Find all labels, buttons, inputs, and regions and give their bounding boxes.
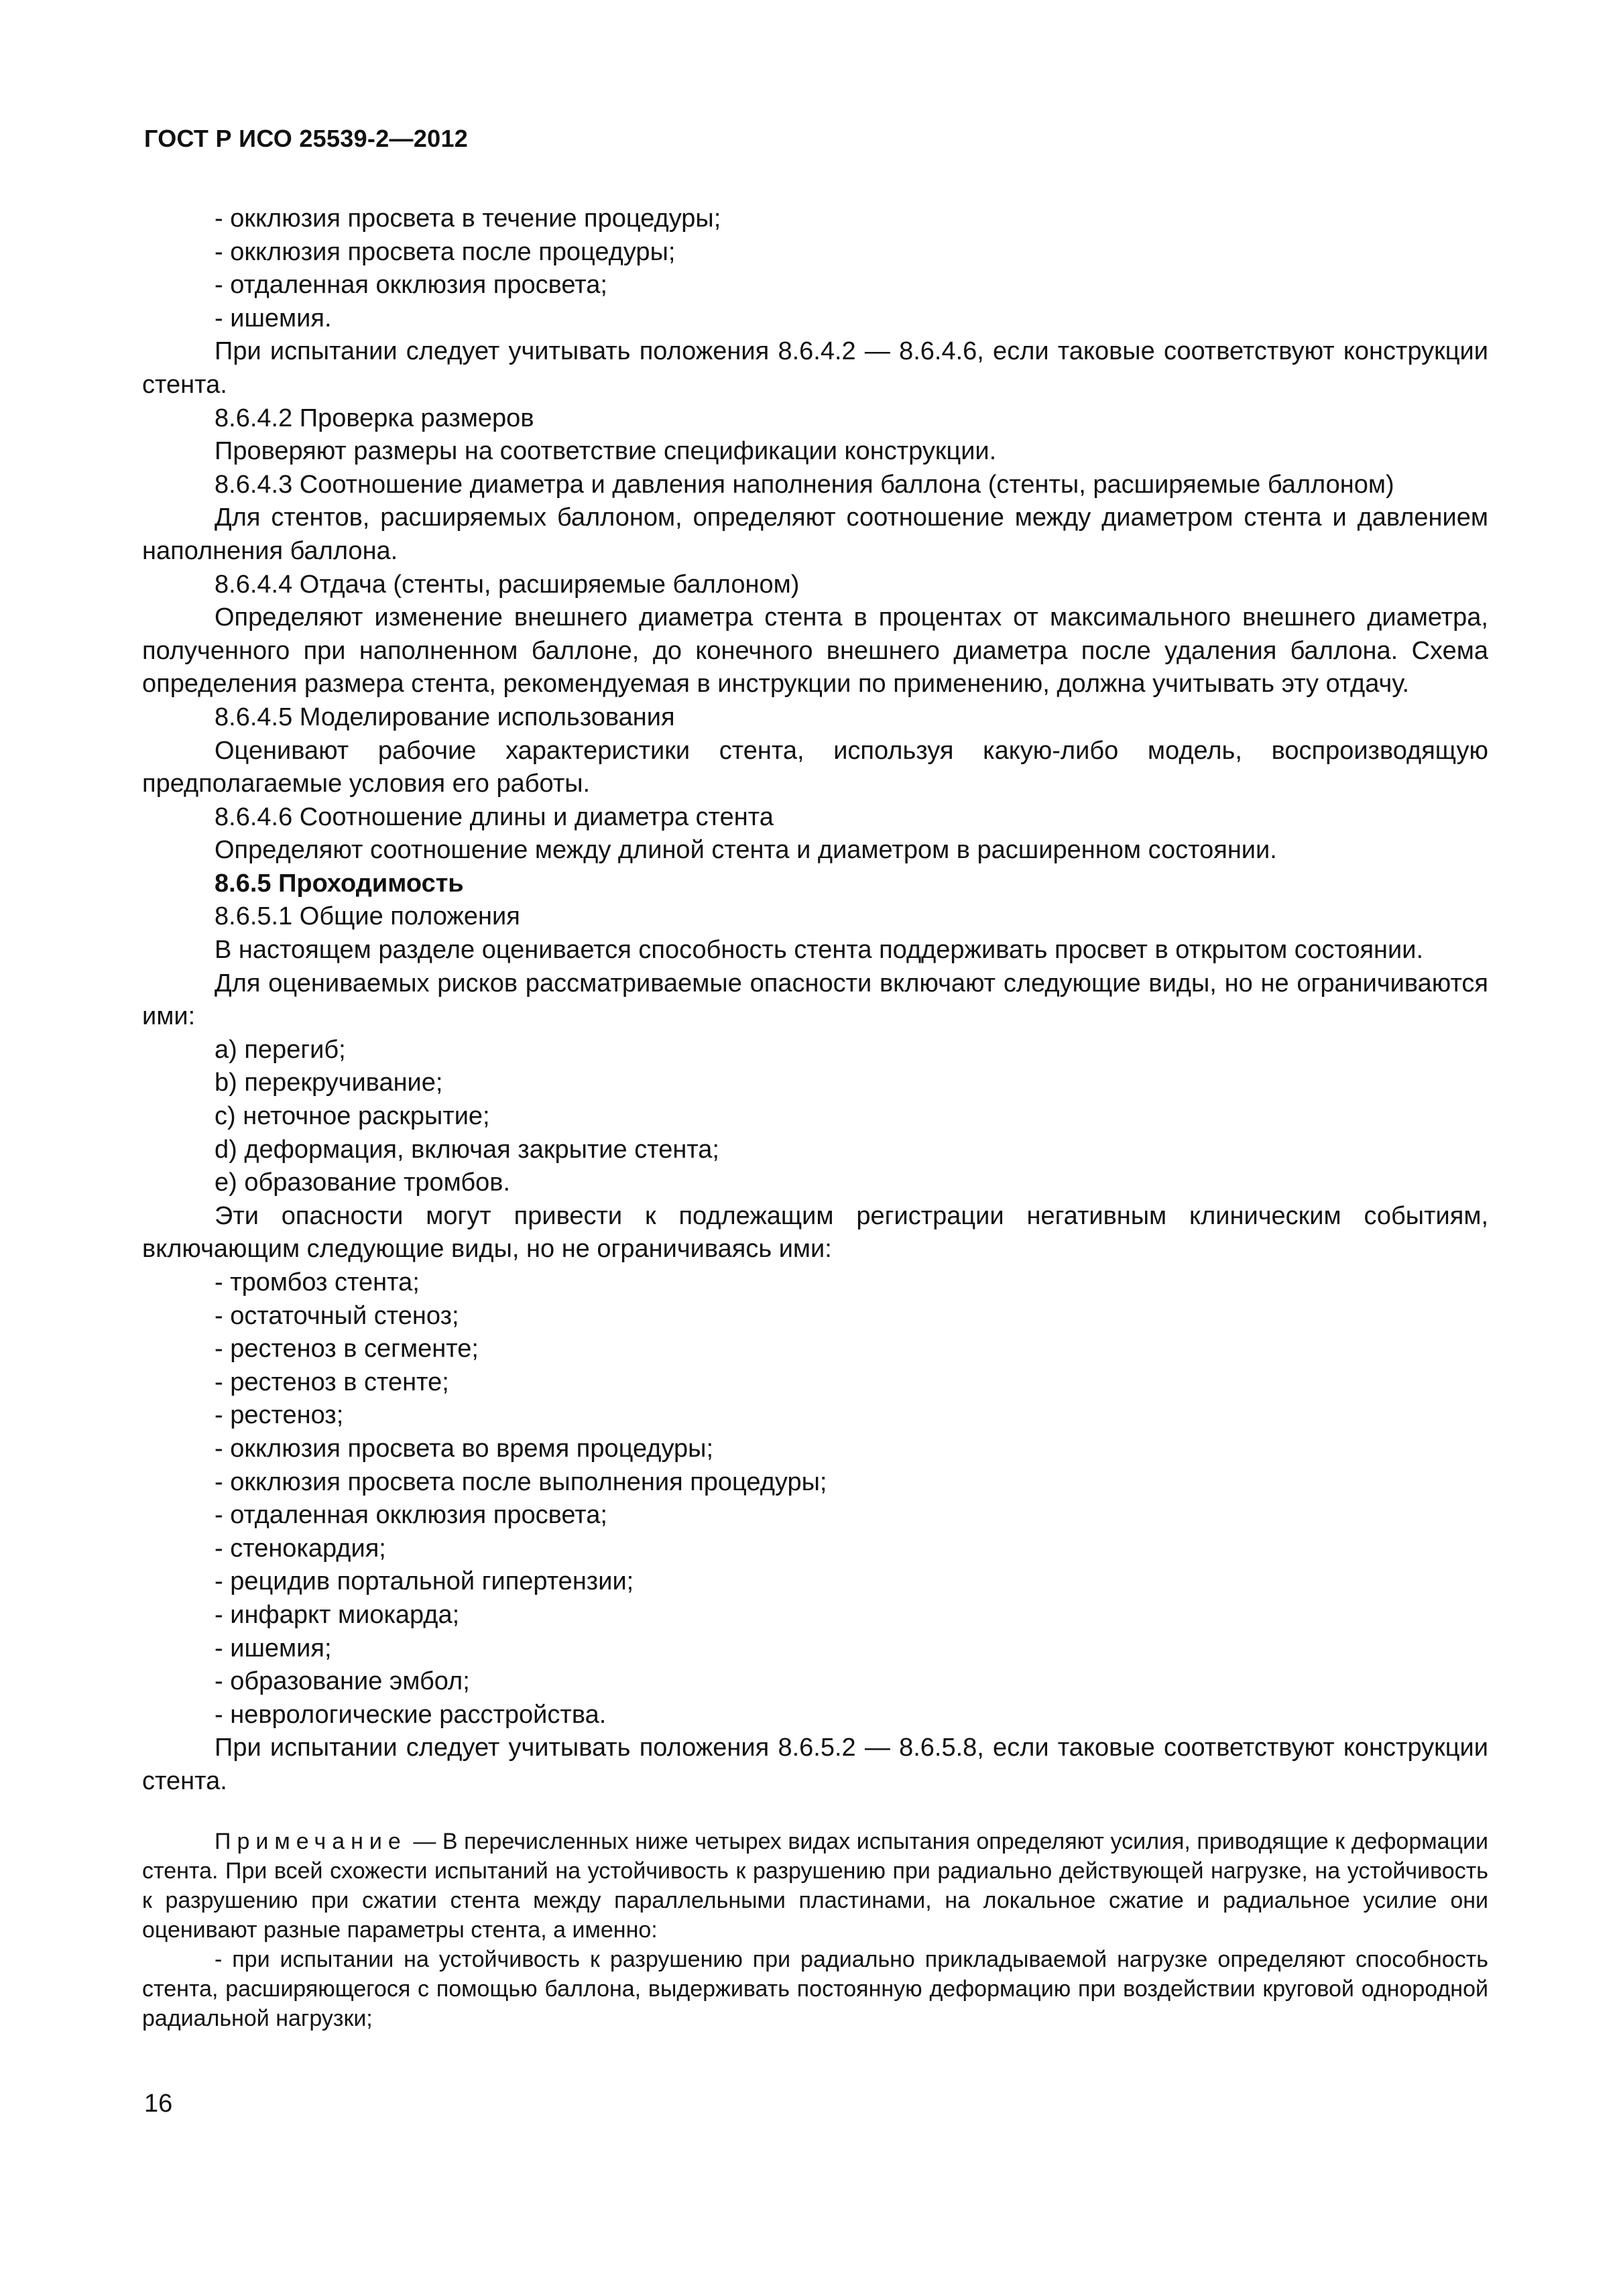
paragraph-8642: Проверяют размеры на соответствие спецификации конструкции. bbox=[215, 437, 997, 466]
paragraph-8645: Оценивают рабочие характеристики стента, используя какую-либо модель, воспроизводящую предполагаемые условия его работы. bbox=[142, 736, 1488, 798]
list2-item: d) деформация, включая закрытие стента; bbox=[215, 1135, 719, 1164]
list3-item: - остаточный стеноз; bbox=[215, 1301, 459, 1330]
note-paragraph bbox=[142, 1827, 1488, 1945]
note-label: Примечание bbox=[215, 1828, 407, 1854]
list3-item: - ишемия; bbox=[215, 1634, 332, 1663]
list3-item: - рестеноз в стенте; bbox=[215, 1368, 449, 1396]
list1-item: - окклюзия просвета в течение процедуры; bbox=[215, 204, 721, 233]
page-content bbox=[142, 202, 1488, 2033]
note-block bbox=[142, 1827, 1488, 2033]
list2-item: b) перекручивание; bbox=[215, 1069, 443, 1097]
paragraph-events: Эти опасности могут привести к подлежащим регистрации негативным клиническим событиям, включающим следующие виды, но не ограничиваясь ими: bbox=[142, 1201, 1488, 1264]
heading-8646: 8.6.4.6 Соотношение длины и диаметра стента bbox=[215, 802, 774, 831]
list3-item: - инфаркт миокарда; bbox=[215, 1600, 460, 1629]
list3-item: - окклюзия просвета после выполнения процедуры; bbox=[215, 1467, 827, 1496]
note-item: - при испытании на устойчивость к разрушению при радиально прикладываемой нагрузке определяют способность стента, расширяющегося с помощью баллона, выдерживать постоянную деформацию при воздействии круговой однородной радиальной нагрузки; bbox=[142, 1946, 1488, 2031]
list2-item: c) неточное раскрытие; bbox=[215, 1102, 490, 1131]
paragraph-864-consider: При испытании следует учитывать положения 8.6.4.2 — 8.6.4.6, если таковые соответствуют конструкции стента. bbox=[142, 337, 1488, 399]
list1-item: - ишемия. bbox=[215, 304, 332, 333]
list3-item: - окклюзия просвета во время процедуры; bbox=[215, 1434, 714, 1463]
heading-8642: 8.6.4.2 Проверка размеров bbox=[215, 404, 534, 432]
list3-item: - рецидив портальной гипертензии; bbox=[215, 1567, 634, 1596]
list3-item: - стенокардия; bbox=[215, 1534, 386, 1563]
paragraph-8643: Для стентов, расширяемых баллоном, определяют соотношение между диаметром стента и давлением наполнения баллона. bbox=[142, 503, 1488, 565]
list1-item: - отдаленная окклюзия просвета; bbox=[215, 271, 607, 300]
heading-8645: 8.6.4.5 Моделирование использования bbox=[215, 703, 675, 731]
list3-item: - рестеноз в сегменте; bbox=[215, 1335, 479, 1364]
heading-8651: 8.6.5.1 Общие положения bbox=[215, 902, 520, 931]
list3-item: - отдаленная окклюзия просвета; bbox=[215, 1501, 607, 1530]
paragraph-8646: Определяют соотношение между длиной стента и диаметром в расширенном состоянии. bbox=[215, 836, 1277, 865]
paragraph-865-consider: При испытании следует учитывать положения 8.6.5.2 — 8.6.5.8, если таковые соответствуют конструкции стента. bbox=[142, 1734, 1488, 1795]
list3-item: - образование эмбол; bbox=[215, 1667, 470, 1696]
list1-item: - окклюзия просвета после процедуры; bbox=[215, 237, 676, 266]
standard-header: ГОСТ Р ИСО 25539-2—2012 bbox=[144, 125, 469, 152]
paragraph-8651-b: Для оцениваемых рисков рассматриваемые опасности включают следующие виды, но не ограничиваются ими: bbox=[142, 969, 1488, 1031]
page-number: 16 bbox=[144, 2090, 173, 2118]
list3-item: - тромбоз стента; bbox=[215, 1268, 420, 1296]
list2-item: a) перегиб; bbox=[215, 1035, 346, 1064]
paragraph-8644: Определяют изменение внешнего диаметра стента в процентах от максимального внешнего диаметра, полученного при наполненном баллоне, до конечного внешнего диаметра после удаления баллона. Схема определения размера стента, рекомендуемая в инструкции по применению, должна учитывать эту отдачу. bbox=[142, 603, 1488, 699]
heading-8643: 8.6.4.3 Соотношение диаметра и давления наполнения баллона (стенты, расширяемые баллоном) bbox=[215, 470, 1394, 499]
list3-item: - рестеноз; bbox=[215, 1401, 344, 1430]
list2-item: e) образование тромбов. bbox=[215, 1168, 511, 1197]
heading-8644: 8.6.4.4 Отдача (стенты, расширяемые баллоном) bbox=[215, 570, 800, 599]
note-text: — В перечисленных ниже четырех видах испытания определяют усилия, приводящие к деформации стента. При всей схожести испытаний на устойчивость к разрушению при радиально действующей нагрузке, на устойчивость к разрушению при сжатии стента между параллельными пластинами, на локальное сжатие и радиальное усилие они оценивают разные параметры стента, а именно: bbox=[142, 1828, 1488, 1943]
paragraph-8651-a: В настоящем разделе оценивается способность стента поддерживать просвет в открытом состоянии. bbox=[215, 936, 1424, 965]
list3-item: - неврологические расстройства. bbox=[215, 1700, 607, 1729]
heading-865: 8.6.5 Проходимость bbox=[215, 869, 464, 898]
